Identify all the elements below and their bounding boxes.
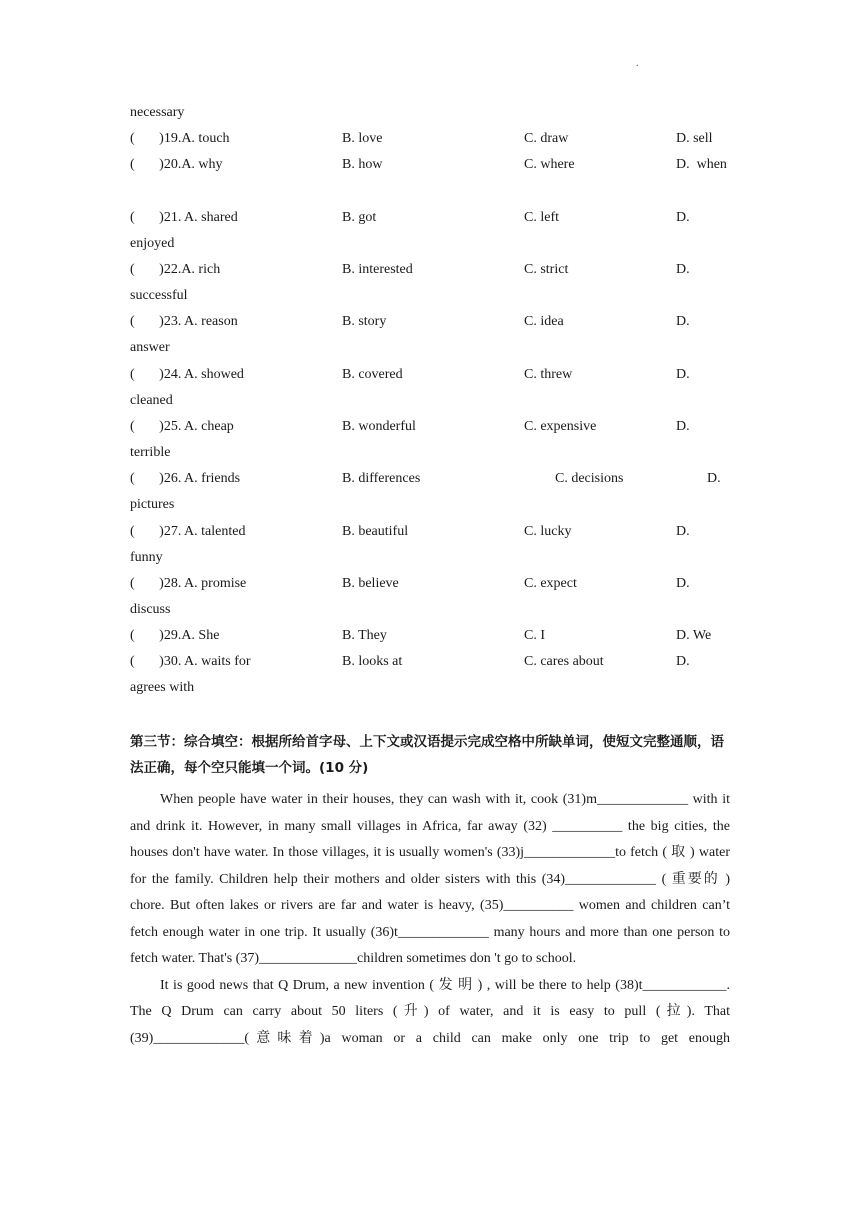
option-d-wrapped: successful [130, 288, 188, 303]
page-marker: . [636, 58, 639, 69]
option-d: D. when [676, 157, 727, 172]
option-d: D. [676, 314, 690, 329]
question-stem: ( )20.A. why [130, 157, 223, 172]
option-b: B. love [342, 131, 383, 146]
option-c: C. draw [524, 131, 569, 146]
option-c: C. cares about [524, 654, 604, 669]
carry-over-word: necessary [130, 105, 185, 120]
option-b: B. wonderful [342, 419, 416, 434]
option-c: C. where [524, 157, 575, 172]
option-c: C. strict [524, 262, 569, 277]
question-stem: ( )24. A. showed [130, 367, 244, 382]
question-stem: ( )19.A. touch [130, 131, 230, 146]
option-b: B. interested [342, 262, 413, 277]
option-b: B. believe [342, 576, 399, 591]
question-stem: ( )22.A. rich [130, 262, 221, 277]
option-b: B. beautiful [342, 524, 409, 539]
option-c: C. I [524, 628, 545, 643]
option-b: B. covered [342, 367, 403, 382]
option-b: B. story [342, 314, 387, 329]
option-c: C. expect [524, 576, 577, 591]
option-d-wrapped: funny [130, 550, 163, 565]
option-d-wrapped: terrible [130, 445, 171, 460]
option-d: D. sell [676, 131, 713, 146]
option-c: C. threw [524, 367, 573, 382]
option-d: D. [676, 654, 690, 669]
question-stem: ( )23. A. reason [130, 314, 238, 329]
option-d-wrapped: answer [130, 340, 170, 355]
option-c: C. decisions [555, 471, 624, 486]
passage [130, 787, 730, 1052]
question-stem: ( )30. A. waits for [130, 654, 251, 669]
option-d: D. We [676, 628, 712, 643]
option-d: D. [676, 524, 690, 539]
passage-paragraph-2: It is good news that Q Drum, a new invention ( 发 明 ) , will be there to help (38)t____________. The Q Drum can carry about 50 liters (升) of water, and it is easy to pull (拉). That (39)_____________(意味着)a woman or a child can make only one trip to get enough [130, 977, 730, 1046]
option-b: B. looks at [342, 654, 403, 669]
option-c: C. expensive [524, 419, 597, 434]
question-stem: ( )26. A. friends [130, 471, 241, 486]
option-d-wrapped: enjoyed [130, 236, 175, 251]
question-stem: ( )27. A. talented [130, 524, 246, 539]
option-d-wrapped: cleaned [130, 393, 173, 408]
option-d: D. [676, 576, 690, 591]
section-heading: 第三节：综合填空：根据所给首字母、上下文或汉语提示完成空格中所缺单词，使短文完整通顺，语法正确，每个空只能填一个词。(10 分) [130, 734, 724, 776]
option-c: C. idea [524, 314, 564, 329]
question-stem: ( )28. A. promise [130, 576, 247, 591]
option-b: B. differences [342, 471, 421, 486]
option-d-wrapped: agrees with [130, 680, 195, 695]
option-b: B. They [342, 628, 387, 643]
option-b: B. got [342, 210, 377, 225]
option-d-wrapped: discuss [130, 602, 171, 617]
option-d: D. [676, 262, 690, 277]
question-stem: ( )29.A. She [130, 628, 220, 643]
option-c: C. lucky [524, 524, 572, 539]
option-b: B. how [342, 157, 383, 172]
passage-paragraph-1: When people have water in their houses, they can wash with it, cook (31)m_____________ with it and drink it. However, in many small villages in Africa, far away (32) __________ the big cities, the houses don't have water. In those villages, it is usually women's (33)j_____________to fetch ( 取 ) water for the family. Children help their mothers and older sisters with this (34)_____________ ( 重要的 ) chore. But often lakes or rivers are far and water is heavy, (35)__________ women and children can’t fetch enough water in one trip. It usually (36)t_____________ many hours and more than one person to fetch water. That's (37)______________children sometimes don 't go to school. [130, 792, 730, 966]
option-d: D. [676, 210, 690, 225]
question-stem: ( )25. A. cheap [130, 419, 234, 434]
option-d: D. [707, 471, 721, 486]
option-c: C. left [524, 210, 559, 225]
option-d-wrapped: pictures [130, 497, 175, 512]
option-d: D. [676, 367, 690, 382]
option-d: D. [676, 419, 690, 434]
question-stem: ( )21. A. shared [130, 210, 238, 225]
